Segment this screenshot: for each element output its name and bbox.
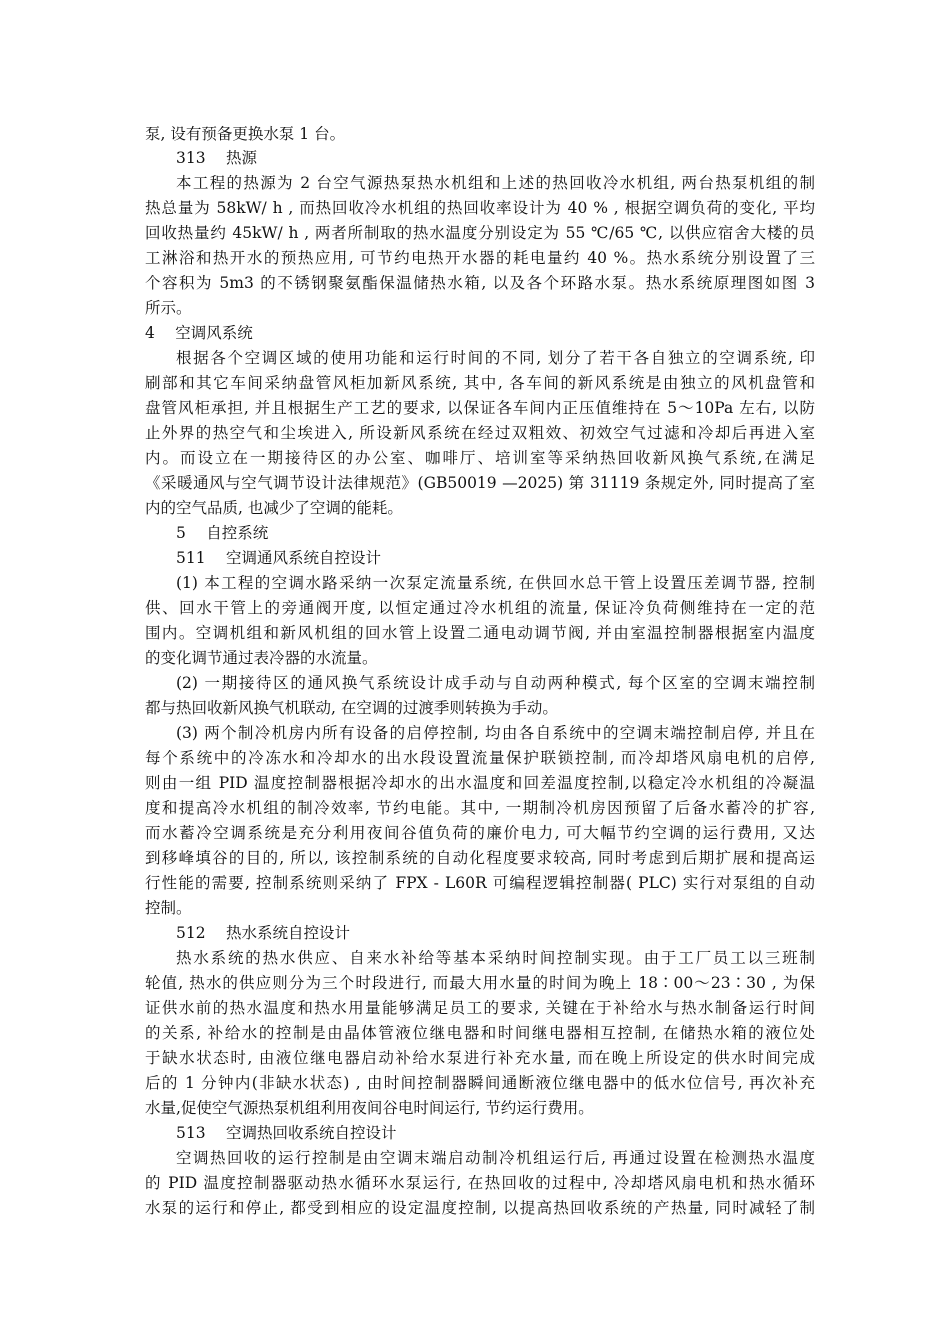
section-heading: 4 空调风系统 bbox=[145, 324, 253, 342]
paragraph-line: 热总量为 58kW/ h , 而热回收冷水机组的热回收率设计为 40 % , 根据空调负荷的变化, 平均 bbox=[145, 199, 815, 217]
paragraph-line: 本工程的热源为 2 台空气源热泵热水机组和上述的热回收冷水机组, 两台热泵机组的制 bbox=[176, 174, 815, 192]
paragraph-line: 根据各个空调区域的使用功能和运行时间的不同, 划分了若干各自独立的空调系统, 印 bbox=[176, 349, 815, 367]
subsection-heading: 512 热水系统自控设计 bbox=[176, 924, 351, 942]
paragraph-line: 于缺水状态时, 由液位继电器启动补给水泵进行补充水量, 而在晚上所设定的供水时间完成 bbox=[145, 1049, 815, 1067]
text-line: 泵, 设有预备更换水泵 1 台。 bbox=[145, 125, 346, 143]
paragraph-line: 所示。 bbox=[145, 299, 192, 317]
paragraph-line: 回收热量约 45kW/ h , 两者所制取的热水温度分别设定为 55 ℃/65 ℃, 以供应宿舍大楼的员 bbox=[145, 224, 815, 242]
paragraph-line: 水量,促使空气源热泵机组利用夜间谷电时间运行, 节约运行费用。 bbox=[145, 1099, 594, 1117]
paragraph-line: 每个系统中的冷冻水和冷却水的出水段设置流量保护联锁控制, 而冷却塔风扇电机的启停, bbox=[145, 749, 815, 767]
paragraph-line: (1) 本工程的空调水路采纳一次泵定流量系统, 在供回水总干管上设置压差调节器, 控制 bbox=[176, 574, 815, 592]
paragraph-line: 轮值, 热水的供应则分为三个时段进行, 而最大用水量的时间为晚上 18∶00～23∶30 , 为保 bbox=[145, 974, 815, 992]
paragraph-line: 空调热回收的运行控制是由空调末端启动制冷机组运行后, 再通过设置在检测热水温度 bbox=[176, 1149, 815, 1167]
paragraph-line: 刷部和其它车间采纳盘管风柜加新风系统, 其中, 各车间的新风系统是由独立的风机盘管和 bbox=[145, 374, 815, 392]
paragraph-line: 止外界的热空气和尘埃进入, 所设新风系统在经过双粗效、初效空气过滤和冷却后再进入室 bbox=[145, 424, 815, 442]
paragraph-line: 《采暖通风与空气调节设计法律规范》(GB50019 —2025) 第 31119 条规定外, 同时提高了室 bbox=[145, 474, 815, 492]
paragraph-line: 度和提高冷水机组的制冷效率, 节约电能。其中, 一期制冷机房因预留了后备水蓄冷的扩容, bbox=[145, 799, 815, 817]
paragraph-line: 的关系, 补给水的控制是由晶体管液位继电器和时间继电器相互控制, 在储热水箱的液位处 bbox=[145, 1024, 815, 1042]
paragraph-line: 都与热回收新风换气机联动, 在空调的过渡季则转换为手动。 bbox=[145, 699, 558, 717]
section-heading: 5 自控系统 bbox=[176, 524, 269, 542]
paragraph-line: 内的空气品质, 也减少了空调的能耗。 bbox=[145, 499, 403, 517]
paragraph-line: 则由一组 PID 温度控制器根据冷却水的出水温度和回差温度控制,以稳定冷水机组的冷凝温 bbox=[145, 774, 815, 792]
paragraph-line: 内。而设立在一期接待区的办公室、咖啡厅、培训室等采纳热回收新风换气系统,在满足 bbox=[145, 449, 815, 467]
paragraph-line: 盘管风柜承担, 并且根据生产工艺的要求, 以保证各车间内正压值维持在 5～10Pa 左右, 以防 bbox=[145, 399, 815, 417]
paragraph-line: (3) 两个制冷机房内所有设备的启停控制, 均由各自系统中的空调末端控制启停, 并且在 bbox=[176, 724, 815, 742]
subsection-heading: 511 空调通风系统自控设计 bbox=[176, 549, 382, 567]
paragraph-line: 行性能的需要, 控制系统则采纳了 FPX - L60R 可编程逻辑控制器( PLC) 实行对泵组的自动 bbox=[145, 874, 815, 892]
section-heading: 313 热源 bbox=[176, 149, 258, 167]
paragraph-line: 证供水前的热水温度和热水用量能够满足员工的要求, 关键在于补给水与热水制备运行时间 bbox=[145, 999, 815, 1017]
paragraph-line: 供、回水干管上的旁通阀开度, 以恒定通过冷水机组的流量, 保证冷负荷侧维持在一定的范 bbox=[145, 599, 815, 617]
paragraph-line: 水泵的运行和停止, 都受到相应的设定温度控制, 以提高热回收系统的产热量, 同时减轻了制 bbox=[145, 1199, 815, 1217]
paragraph-line: (2) 一期接待区的通风换气系统设计成手动与自动两种模式, 每个区室的空调末端控制 bbox=[176, 674, 815, 692]
paragraph-line: 工淋浴和热开水的预热应用, 可节约电热开水器的耗电量约 40 %。热水系统分别设置了三 bbox=[145, 249, 815, 267]
paragraph-line: 后的 1 分钟内(非缺水状态) , 由时间控制器瞬间通断液位继电器中的低水位信号, 再次补充 bbox=[145, 1074, 815, 1092]
paragraph-line: 个容积为 5m3 的不锈钢聚氨酯保温储热水箱, 以及各个环路水泵。热水系统原理图如图 3 bbox=[145, 274, 815, 292]
paragraph-line: 的变化调节通过表冷器的水流量。 bbox=[145, 649, 378, 667]
paragraph-line: 热水系统的热水供应、自来水补给等基本采纳时间控制实现。由于工厂员工以三班制 bbox=[176, 949, 815, 967]
paragraph-line: 的 PID 温度控制器驱动热水循环水泵运行, 在热回收的过程中, 冷却塔风扇电机和热水循环 bbox=[145, 1174, 815, 1192]
subsection-heading: 513 空调热回收系统自控设计 bbox=[176, 1124, 397, 1142]
paragraph-line: 控制。 bbox=[145, 899, 192, 917]
paragraph-line: 到移峰填谷的目的, 所以, 该控制系统的自动化程度要求较高, 同时考虑到后期扩展和提高运 bbox=[145, 849, 815, 867]
paragraph-line: 围内。空调机组和新风机组的回水管上设置二通电动调节阀, 并由室温控制器根据室内温度 bbox=[145, 624, 815, 642]
paragraph-line: 而水蓄冷空调系统是充分利用夜间谷值负荷的廉价电力, 可大幅节约空调的运行费用, 又达 bbox=[145, 824, 815, 842]
